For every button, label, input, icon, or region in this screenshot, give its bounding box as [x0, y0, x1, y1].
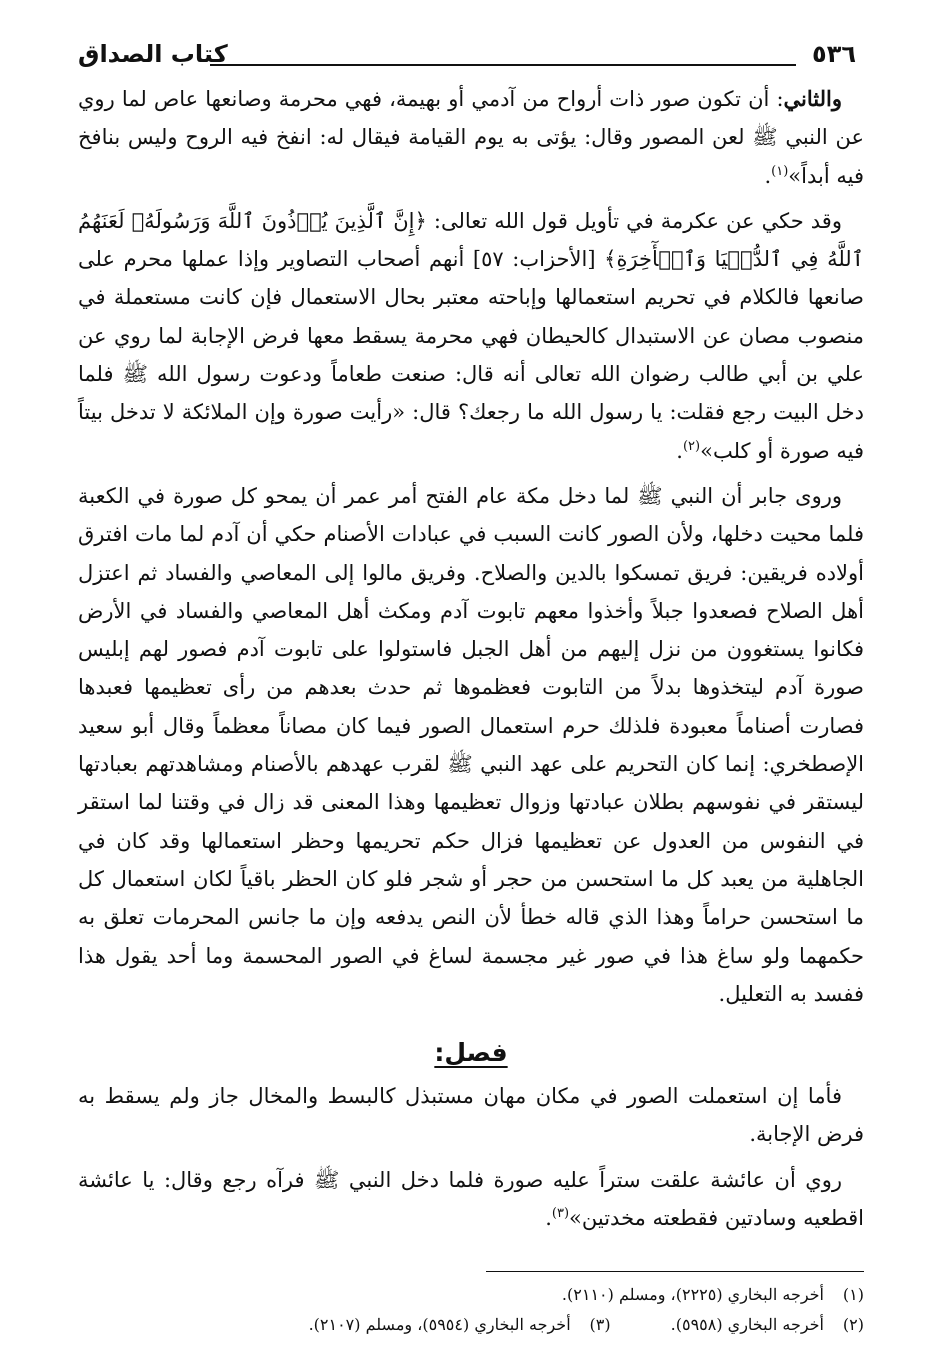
footnote-ref[interactable]: (١) [771, 163, 789, 179]
paragraph-text: وروى جابر أن النبي ﷺ لما دخل مكة عام الفتح أمر عمر أن يمحو كل صورة في الكعبة فلما محيت دخلها، ولأن الصور كانت السبب في عبادات الأصنام حكي أن آدم لما مات افترق أولاده فريقين: فريق تمسكوا بالدين والصلاح. وفريق مالوا إلى المعاصي والفساد ثم اعتزل أهل الصلاح فصعدوا جبلاً وأخذوا معهم تابوت آدم ومكث أهل المعاصي والفساد في الأرض فكانوا يستغوون من نزل إليهم من أهل الجبل فاستولوا على تابوت آدم فصور لهم إبليس صورة آدم ليتخذوها بدلاً من التابوت فعظموها ثم حدث بعدهم من رأى تعظيمها فعبدها فصارت أصناماً معبودة فلذلك حرم استعمال الصور فيما كان مصاناً معظماً وقال أبو سعيد الإصطخري: إنما كان التحريم على عهد النبي ﷺ لقرب عهدهم بالأصنام ومشاهدتهم بعبادتها ليستقر في نفوسهم بطلان عبادتها وزوال تعظيمها وهذا المعنى قد زال في وقتنا لما استقر في النفوس من العدول عن تعظيمها فزال حكم تحريمها وحظر استعمالها وقد كان في الجاهلية من يعبد كل ما استحسن من حجر أو شجر فلو كان الحظر باقياً لكان استعمال كل ما استحسن حراماً وهذا الذي قاله خطأ لأن النص يدفعه وإن ما جانس المحرمات تعلق به حكمهما ولو ساغ هذا في صور غير مجسمة لساغ في الصور المحسمة وما أحد يقول هذا ففسد به التعليل. [78, 483, 864, 1006]
book-page [78, 38, 864, 1340]
paragraph-tail: . [676, 438, 683, 463]
paragraph-text: : أن تكون صور ذات أرواح من آدمي أو بهيمة، فهي محرمة وصانعها عاص لما روي عن النبي ﷺ لعن المصور وقال: يؤتى به يوم القيامة فيقال له: انفخ فيه الروح وليس بنافخ فيه أبداً» [78, 87, 864, 188]
paragraph-second-type [78, 80, 864, 195]
paragraph-lead: والثاني [783, 86, 842, 111]
paragraph-text: فأما إن استعملت الصور في مكان مهان مستبذل كالبسط والمخال جاز ولم يسقط به فرض الإجابة. [78, 1084, 864, 1147]
paragraph-ikrima [78, 202, 864, 470]
footnote-number: (١) [842, 1285, 864, 1305]
book-title: كتاب الصداق [78, 40, 228, 68]
footnotes [78, 1280, 864, 1340]
page-body [78, 80, 864, 1340]
footnote-number: (٣) [589, 1315, 611, 1335]
paragraph-section-1 [78, 1077, 864, 1154]
paragraph-text: روي أن عائشة علقت ستراً عليه صورة فلما دخل النبي ﷺ فرآه رجع وقال: يا عائشة اقطعيه وسادتين فقطعته مخدتين» [78, 1167, 864, 1231]
footnote-divider [486, 1271, 864, 1272]
paragraph-section-2 [78, 1161, 864, 1238]
header-rule [210, 64, 796, 66]
footnote-ref[interactable]: (٢) [682, 438, 701, 454]
footnote-ref[interactable]: (٣) [551, 1206, 570, 1222]
paragraph-tail: . [545, 1206, 552, 1231]
footnote-text: أخرجه البخاري (٢٢٢٥)، ومسلم (٢١١٠). [561, 1285, 824, 1305]
footnote-text: أخرجه البخاري (٥٩٥٨). [670, 1315, 824, 1335]
footnote-item [78, 1310, 864, 1340]
paragraph-text: وقد حكي عن عكرمة في تأويل قول الله تعالى: ﴿إِنَّ ٱلَّذِينَ يُؤۡذُونَ ٱللَّهَ وَرَسُولَهُۥ لَعَنَهُمُ ٱللَّهُ فِي ٱلدُّنۡيَا وَٱلۡأٓخِرَةِ﴾ [الأحزاب: ٥٧] أنهم أصحاب التصاوير وإذا عملها محرم على صانعها فالكلام في تحريم استعمالها وإباحته معتبر بحال الاستعمال فإن كانت مستعملة في منصوب مصان عن الاستبدال كالحيطان فهي محرمة يسقط معها فرض الإجابة لما روي عن علي بن أبي طالب رضوان الله تعالى أنه قال: صنعت طعاماً ودعوت رسول الله ﷺ فلما دخل البيت رجع فقلت: يا رسول الله ما رجعك؟ قال: «رأيت صورة وإن الملائكة لا تدخل بيتاً فيه صورة أو كلب» [78, 208, 864, 463]
footnote-item [78, 1280, 864, 1310]
paragraph-tail: . [764, 163, 772, 188]
footnote-number: (٢) [842, 1315, 864, 1335]
paragraph-jabir [78, 477, 864, 1013]
page-number: ٥٣٦ [812, 40, 856, 68]
footnote-text: أخرجه البخاري (٥٩٥٤)، ومسلم (٢١٠٧). [308, 1315, 571, 1335]
page-header [78, 38, 864, 72]
section-heading: فصل: [434, 1038, 508, 1068]
